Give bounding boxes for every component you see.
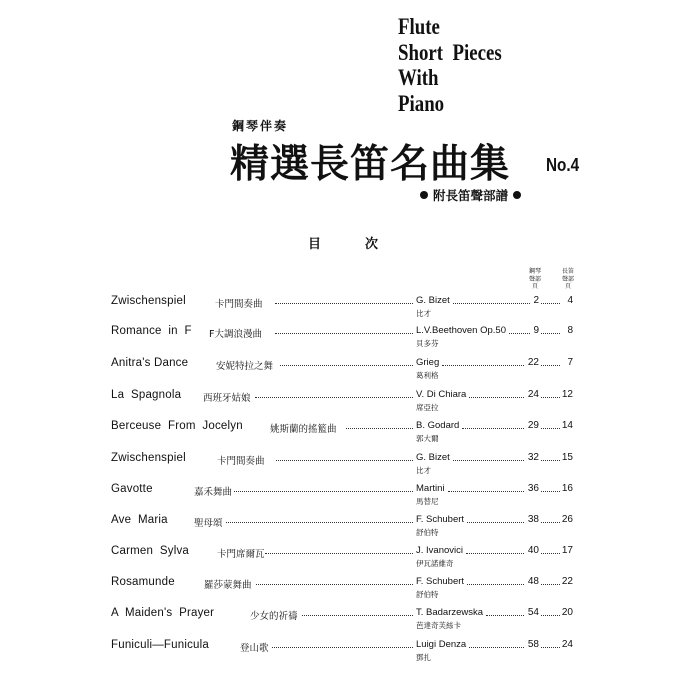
flute-page-number: 8: [567, 325, 573, 336]
english-title-line: With: [398, 65, 439, 90]
piano-page-number: 2: [533, 295, 539, 306]
piece-title: La Spagnola: [111, 389, 182, 401]
dot-leader: [442, 365, 524, 366]
piano-accompaniment-label: 鋼琴伴奏: [232, 119, 289, 133]
piece-title: Berceuse From Jocelyn: [111, 420, 243, 432]
composer-name-cn: 葛利格: [416, 371, 439, 380]
composer-name: L.V.Beethoven Op.50: [416, 325, 506, 336]
dot-leader: [467, 584, 524, 585]
composer-name: Luigi Denza: [416, 639, 467, 650]
flute-page-number: 20: [561, 607, 573, 618]
flute-page-number: 16: [561, 483, 573, 494]
piece-title: A Maiden's Prayer: [111, 607, 215, 619]
composer-name: B. Godard: [416, 420, 460, 431]
contents-heading-char: 次: [365, 237, 379, 252]
flute-page-number: 14: [561, 420, 573, 431]
piece-title-cn: 安妮特拉之舞: [216, 361, 274, 372]
piano-page-number: 9: [533, 325, 539, 336]
column-header-line: 頁: [564, 283, 571, 290]
piece-title-cn: 姚斯蘭的搖籃曲: [270, 424, 337, 435]
column-header-line: 鋼琴: [528, 268, 541, 275]
piano-page-number: 36: [527, 483, 539, 494]
piano-page-number: 24: [527, 389, 539, 400]
piece-title: Rosamunde: [111, 576, 175, 588]
piano-page-number: 54: [527, 607, 539, 618]
piece-title-cn: 卡門間奏曲: [217, 456, 265, 467]
dot-leader: [467, 522, 524, 523]
column-header-line: 頁: [531, 283, 538, 290]
composer-name-cn: 舒伯特: [416, 528, 439, 537]
piece-title-cn: 羅莎蒙舞曲: [204, 580, 252, 591]
composer-name: Grieg: [416, 357, 440, 368]
column-header-line: 長笛: [561, 268, 574, 275]
volume-number: No.4: [546, 155, 580, 175]
flute-page-number: 4: [567, 295, 573, 306]
dot-leader: [275, 303, 413, 304]
dot-leader: [234, 491, 413, 492]
flute-page-number: 22: [561, 576, 573, 587]
dot-leader: [256, 584, 413, 585]
toc-entry: [0, 325, 700, 355]
piece-title: Zwischenspiel: [111, 452, 186, 464]
composer-name: T. Badarzewska: [416, 607, 484, 618]
composer-name: G. Bizet: [416, 295, 450, 306]
flute-page-number: 12: [561, 389, 573, 400]
piano-page-number: 58: [527, 639, 539, 650]
contents-heading: [308, 233, 378, 252]
piece-title: Ave Maria: [111, 514, 168, 526]
dot-leader: [448, 491, 524, 492]
composer-name-cn: 比才: [416, 309, 431, 318]
piece-title: Anitra's Dance: [111, 357, 189, 369]
column-header-line: 聲部: [528, 275, 541, 283]
dot-leader: [265, 553, 413, 554]
piece-title: Romance in F: [111, 325, 192, 337]
composer-name: V. Di Chiara: [416, 389, 467, 400]
composer-name-cn: 郭大爾: [416, 434, 439, 443]
piece-title-cn: 西班牙姑娘: [203, 393, 251, 404]
piano-page-number: 22: [527, 357, 539, 368]
flute-page-number: 26: [561, 514, 573, 525]
composer-name-cn: 貝多芬: [416, 339, 439, 348]
dot-leader: [255, 397, 413, 398]
flute-page-column-header: [557, 268, 579, 291]
dot-leader: [280, 365, 413, 366]
piano-page-column-header: [524, 268, 546, 291]
bullet-icon: [420, 191, 428, 199]
piano-page-number: 38: [527, 514, 539, 525]
dot-leader: [462, 428, 524, 429]
piece-title-cn: 登山歌: [240, 643, 269, 654]
english-title-line: Flute: [398, 14, 440, 39]
toc-entry: [0, 389, 700, 419]
toc-entry: [0, 639, 700, 669]
composer-name: Martini: [416, 483, 445, 494]
piece-title: Zwischenspiel: [111, 295, 186, 307]
piano-page-number: 40: [527, 545, 539, 556]
piece-title-cn: 卡門間奏曲: [215, 299, 263, 310]
composer-name-cn: 伊瓦諾維奇: [416, 559, 454, 568]
composer-name: F. Schubert: [416, 576, 465, 587]
piece-title-cn: 卡門席爾瓦: [217, 549, 265, 560]
composer-name: F. Schubert: [416, 514, 465, 525]
flute-part-note: [420, 186, 521, 204]
flute-page-number: 7: [567, 357, 573, 368]
flute-page-number: 24: [561, 639, 573, 650]
toc-entry: [0, 357, 700, 387]
toc-entry: [0, 420, 700, 450]
toc-entry: [0, 545, 700, 575]
chinese-title: 精選長笛名曲集: [230, 142, 511, 187]
dot-leader: [466, 553, 524, 554]
dot-leader: [346, 428, 413, 429]
piece-title-cn: 嘉禾舞曲: [194, 487, 233, 498]
dot-leader: [469, 647, 524, 648]
english-title-line: Short Pieces: [398, 39, 502, 65]
piano-page-number: 32: [527, 452, 539, 463]
piano-page-number: 48: [527, 576, 539, 587]
toc-entry: [0, 576, 700, 606]
composer-name-cn: 席亞拉: [416, 403, 439, 412]
toc-entry: [0, 607, 700, 637]
toc-entry: [0, 295, 700, 325]
piece-title: Carmen Sylva: [111, 545, 190, 557]
composer-name-cn: 芭達奇芙絲卡: [416, 621, 461, 630]
english-title: [398, 14, 502, 116]
dot-leader: [226, 522, 413, 523]
flute-page-number: 17: [561, 545, 573, 556]
composer-name-cn: 鄧扎: [416, 653, 431, 662]
column-header-line: 聲部: [561, 275, 574, 283]
composer-name-cn: 舒伯特: [416, 590, 439, 599]
piece-title: Funiculi—Funicula: [111, 639, 209, 651]
composer-name-cn: 比才: [416, 466, 431, 475]
dot-leader: [276, 460, 413, 461]
composer-name-cn: 馬替尼: [416, 497, 439, 506]
bullet-icon: [513, 191, 521, 199]
dot-leader: [302, 615, 413, 616]
composer-name: J. Ivanovici: [416, 545, 463, 556]
piece-title-cn: F大調浪漫曲: [209, 329, 262, 340]
composer-name: G. Bizet: [416, 452, 450, 463]
toc-entry: [0, 452, 700, 482]
piece-title-cn: 少女的祈禱: [250, 611, 298, 622]
contents-heading-char: 目: [308, 237, 322, 252]
dot-leader: [272, 647, 413, 648]
toc-entry: [0, 483, 700, 513]
flute-page-number: 15: [561, 452, 573, 463]
english-title-line: Piano: [398, 90, 445, 116]
piece-title-cn: 聖母頌: [194, 518, 223, 529]
piano-page-number: 29: [527, 420, 539, 431]
toc-entry: [0, 514, 700, 544]
dot-leader: [469, 397, 524, 398]
flute-part-label: 附長笛聲部譜: [433, 188, 509, 203]
dot-leader: [275, 333, 413, 334]
piece-title: Gavotte: [111, 483, 153, 495]
dot-leader: [453, 460, 524, 461]
